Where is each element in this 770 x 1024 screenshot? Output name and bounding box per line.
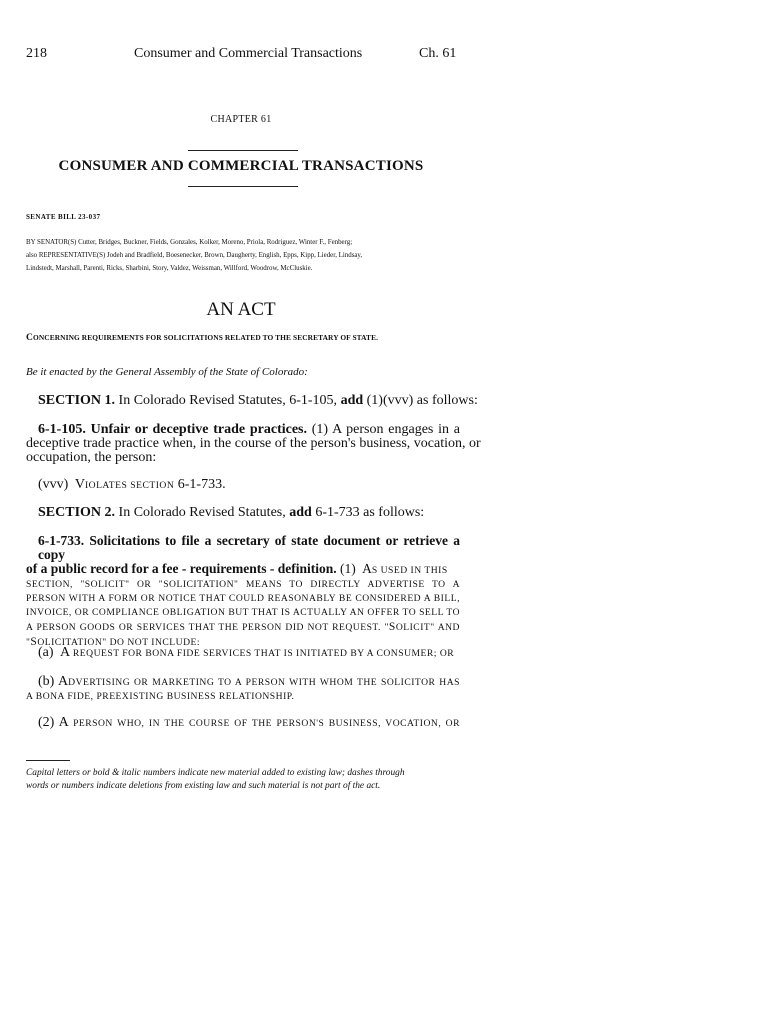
subsection-vvv-number: (vvv)	[38, 477, 69, 492]
item-2-initial: A	[58, 715, 68, 730]
section-6-1-733-line-5	[26, 620, 460, 635]
section-6-1-733-line-2: SECTION, "SOLICIT" OR "SOLICITATION" MEANS TO DIRECTLY ADVERTISE TO A	[26, 579, 460, 590]
item-a-text: REQUEST FOR BONA FIDE SERVICES THAT IS INITIATED BY A CONSUMER; OR	[72, 648, 455, 659]
item-2-text: PERSON WHO, IN THE COURSE OF THE PERSON'S BUSINESS, VOCATION, OR	[73, 718, 461, 729]
subsection-vvv	[26, 478, 460, 493]
title-rule-top	[188, 150, 298, 151]
section-1-text-after: (1)(vvv) as follows:	[366, 393, 478, 408]
chapter-title: CONSUMER AND COMMERCIAL TRANSACTIONS	[58, 158, 424, 174]
footnote-line: Capital letters or bold & italic numbers indicate new material added to existing law; dashes through	[26, 768, 405, 778]
section-6-1-105-text: (1) A person engages in a	[311, 422, 460, 437]
section-6-1-733-line-5-start: A PERSON GOODS OR SERVICES THAT THE PERSON DID NOT REQUEST. "	[26, 622, 389, 633]
section-6-1-733	[26, 534, 460, 650]
bill-number: SENATE BILL 23-037	[26, 213, 101, 221]
item-b-line-1	[26, 675, 460, 690]
section-6-1-105-line-2: deceptive trade practice when, in the course of the person's business, vocation, or	[26, 436, 481, 451]
sponsors-line: Lindstedt, Marshall, Parenti, Ricks, Sharbini, Story, Valdez, Weissman, Willford, Woodrow, McCluskie.	[26, 265, 313, 272]
concerning-clause	[26, 333, 378, 343]
concerning-initial: C	[26, 333, 33, 343]
section-6-1-733-line-3: PERSON WITH A FORM OR NOTICE THAT COULD REASONABLY BE CONSIDERED A BILL,	[26, 593, 460, 604]
section-6-1-733-line-5-initial: S	[388, 621, 396, 633]
section-2-text-after: 6-1-733 as follows:	[315, 505, 425, 520]
section-2-line	[26, 506, 460, 520]
section-6-1-733-text: S USED IN THIS	[371, 565, 448, 576]
section-6-1-105-heading: 6-1-105. Unfair or deceptive trade practices.	[38, 422, 307, 437]
section-6-1-733-line-4: INVOICE, OR COMPLIANCE OBLIGATION BUT THAT IS ACTUALLY AN OFFER TO SELL TO	[26, 607, 460, 618]
item-a-initial: A	[60, 645, 70, 660]
sponsors-block	[26, 236, 466, 275]
page-number: 218	[26, 46, 47, 61]
item-b-text: DVERTISING OR MARKETING TO A PERSON WITH WHOM THE SOLICITOR HAS	[68, 677, 460, 688]
section-6-1-733-heading-line-1	[26, 534, 460, 562]
section-1	[26, 393, 478, 408]
section-2	[26, 506, 460, 520]
item-b-initial: A	[58, 674, 69, 689]
sponsors-line: also REPRESENTATIVE(S) Jodeh and Bradfield, Boesenecker, Brown, Daugherty, English, Epps, Kipp, Lieder, Lindsay,	[26, 252, 363, 259]
concerning-text: ONCERNING REQUIREMENTS FOR SOLICITATIONS RELATED TO THE SECRETARY OF STATE.	[32, 333, 379, 342]
section-6-1-105-line-3: occupation, the person:	[26, 450, 157, 465]
chapter-label: CHAPTER 61	[210, 114, 272, 125]
section-1-label: SECTION 1.	[38, 393, 116, 408]
section-6-1-733-line-6-initial: S	[30, 636, 38, 648]
subsection-vvv-cite: 6-1-733.	[177, 477, 226, 492]
section-6-1-733-line-6-end: OLICITATION" DO NOT INCLUDE:	[37, 637, 201, 648]
section-6-1-733-initial: A	[362, 561, 372, 576]
footnote-line: words or numbers indicate deletions from existing law and such material is not part of the act.	[26, 780, 381, 791]
section-6-1-733-sub-1: (1)	[339, 561, 356, 576]
section-2-text: In Colorado Revised Statutes,	[118, 505, 286, 520]
item-b	[26, 675, 460, 704]
subsection-vvv-initial: V	[74, 477, 85, 492]
item-a-number: (a)	[38, 645, 54, 660]
footnote	[26, 767, 466, 792]
enacting-clause: Be it enacted by the General Assembly of the State of Colorado:	[26, 366, 308, 378]
item-a-line	[26, 646, 460, 661]
section-1-text: In Colorado Revised Statutes, 6-1-105,	[118, 393, 338, 408]
section-6-1-733-heading-cont: of a public record for a fee - requirements - definition.	[26, 561, 337, 576]
item-2-line	[26, 716, 460, 731]
sponsors-line: BY SENATOR(S) Cutter, Bridges, Buckner, Fields, Gonzales, Kolker, Moreno, Priola, Rodriguez, Winter F., Fenberg;	[26, 239, 353, 246]
item-2-number: (2)	[38, 715, 55, 730]
section-6-1-733-line-1	[26, 562, 460, 578]
section-1-add: add	[340, 393, 364, 408]
section-2-add: add	[289, 505, 312, 520]
subsection-vvv-text: IOLATES SECTION	[84, 480, 175, 491]
item-2	[26, 716, 460, 731]
subsection-vvv-line	[26, 478, 460, 493]
running-title: Consumer and Commercial Transactions	[134, 46, 363, 61]
chapter-reference: Ch. 61	[419, 46, 457, 61]
section-6-1-105	[26, 422, 481, 465]
section-6-1-733-heading: 6-1-733. Solicitations to file a secretary of state document or retrieve a copy	[38, 533, 460, 562]
section-1-line	[26, 393, 478, 408]
title-rule-bottom	[188, 186, 298, 187]
act-heading: AN ACT	[206, 299, 276, 320]
footnote-rule	[26, 760, 70, 761]
item-a	[26, 646, 460, 661]
item-b-line-2: A BONA FIDE, PREEXISTING BUSINESS RELATIONSHIP.	[26, 691, 295, 702]
item-b-number: (b)	[38, 674, 55, 689]
section-6-1-733-line-5-end: OLICIT" AND	[395, 622, 460, 633]
section-2-label: SECTION 2.	[38, 505, 116, 520]
section-6-1-733-line-6-start: "	[26, 637, 31, 648]
section-6-1-105-line-1	[26, 423, 460, 437]
